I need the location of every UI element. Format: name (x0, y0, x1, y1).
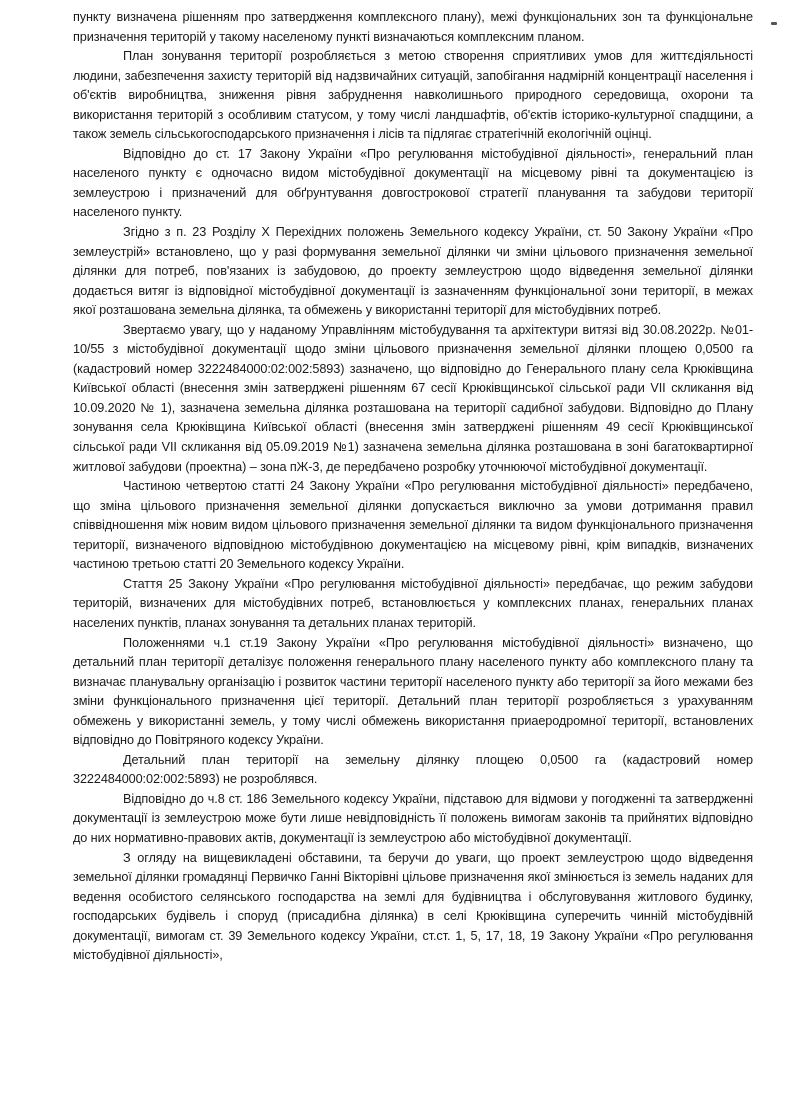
paragraph-zoning-plan: План зонування території розробляється з метою створення сприятливих умов для життєдіяльності людини, забезпечення захисту територій від надзвичайних ситуацій, запобігання надмірній концентрації населення і об'єктів виробництва, зниження рівня забруднення навколишнього природного середовища, охорони та використання територій з особливим статусом, у тому числі ландшафтів, об'єктів історико-культурної спадщини, а також земель сільськогосподарського призначення і лісів та підлягає стратегічній екологічній оцінці. (73, 49, 753, 142)
paragraph-attention-extract: Звертаємо увагу, що у наданому Управлінням містобудування та архітектури витязі від 30.08.2022р. №01-10/55 з містобудівної документації щодо зміни цільового призначення земельної ділянки площею 0,0500 га (кадастровий номер 3222484000:02:002:5893) зазначено, що відповідно до Генерального плану села Крюківщина Київської області (внесення змін затверджені рішенням 67 сесії Крюківщинської сільської ради VII скликання від 10.09.2020 № 1), зазначена земельна ділянка розташована на території садибної забудови. Відповідно до Плану зонування села Крюківщина Київської області (внесення змін затверджені рішенням 49 сесії Крюківщинської сільської ради VII скликання від 05.09.2019 №1) зазначена земельна ділянка розташована в зоні багатоквартирної житлової забудови (проектна) – зона пЖ-3, де передбачено розробку уточнюючої містобудівної документації. (73, 322, 753, 474)
paragraph-continuation: пункту визначена рішенням про затвердження комплексного плану), межі функціональних зон та функціональне призначення територій у такому населеному пункті визначаються комплексним планом. (73, 10, 753, 44)
paragraph-article-25: Стаття 25 Закону України «Про регулювання містобудівної діяльності» передбачає, що режим забудови територій, визначених для містобудівних потреб, встановлюється у комплексних планах, генеральних планах населених пунктів, планах зонування та детальних планах територій. (73, 576, 753, 630)
paragraph-article-24: Частиною четвертою статті 24 Закону України «Про регулювання містобудівної діяльності» передбачено, що зміна цільового призначення земельної ділянки допускається виключно за умови дотримання правил співвідношення між новим видом цільового призначення земельної ділянки та видом функціонального призначення території, визначеного відповідною містобудівною документацією на місцевому рівні, крім випадків, визначених частиною третьою статті 20 Земельного кодексу України. (73, 479, 753, 572)
paragraph-general-plan: Відповідно до ст. 17 Закону України «Про регулювання містобудівної діяльності», генеральний план населеного пункту є одночасно видом містобудівної документації на місцевому рівні та документацією із землеустрою і призначений для обґрунтування довгострокової стратегії планування та забудови території населеного пункту. (73, 146, 753, 220)
paragraph-article-19: Положеннями ч.1 ст.19 Закону України «Про регулювання містобудівної діяльності» визначено, що детальний план території деталізує положення генерального плану населеного пункту або комплексного плану та визначає планувальну організацію і розвиток частини території населеного пункту або території за його межами без зміни функціонального призначення цієї території. Детальний план території розробляється з урахуванням обмежень у використанні земель, у тому числі обмежень використання приаеродромної території, встановлених відповідно до Повітряного кодексу України. (73, 635, 753, 748)
scan-mark (771, 22, 777, 25)
paragraph-detailed-plan: Детальний план території на земельну ділянку площею 0,0500 га (кадастровий номер 3222484000:02:002:5893) не розроблявся. (73, 752, 753, 787)
paragraph-article-186: Відповідно до ч.8 ст. 186 Земельного кодексу України, підставою для відмови у погодженні та затвердженні документації із землеустрою може бути лише невідповідність її положень вимогам законів та прийнятих відповідно до них нормативно-правових актів, документації із землеустрою або містобудівної документації. (73, 791, 753, 845)
paragraph-conclusion: З огляду на вищевикладені обставини, та беручи до уваги, що проект землеустрою щодо відведення земельної ділянки громадянці Первичко Ганні Вікторівні цільове призначення якої змінюється із земель наданих для ведення особистого селянського господарства на землі для будівництва і обслуговування житлового будинку, господарських будівель і споруд (присадибна ділянка) в селі Крюківщина суперечить чинній містобудівній документації, вимогам ст. 39 Земельного кодексу України, ст.ст. 1, 5, 17, 18, 19 Закону України «Про регулювання містобудівної діяльності», (73, 850, 753, 963)
paragraph-land-code-p23: Згідно з п. 23 Розділу Х Перехідних положень Земельного кодексу України, ст. 50 Закону України «Про землеустрій» встановлено, що у разі формування земельної ділянки чи зміни цільового призначення земельної ділянки для потреб, пов'язаних із забудовою, до проекту землеустрою щодо відведення земельної ділянки додається витяг із відповідної містобудівної документації із зазначенням функціональної зони території, в межах якої розташована земельна ділянка, та обмежень у використанні території для містобудівних потреб. (73, 225, 753, 318)
document-page (73, 8, 753, 966)
